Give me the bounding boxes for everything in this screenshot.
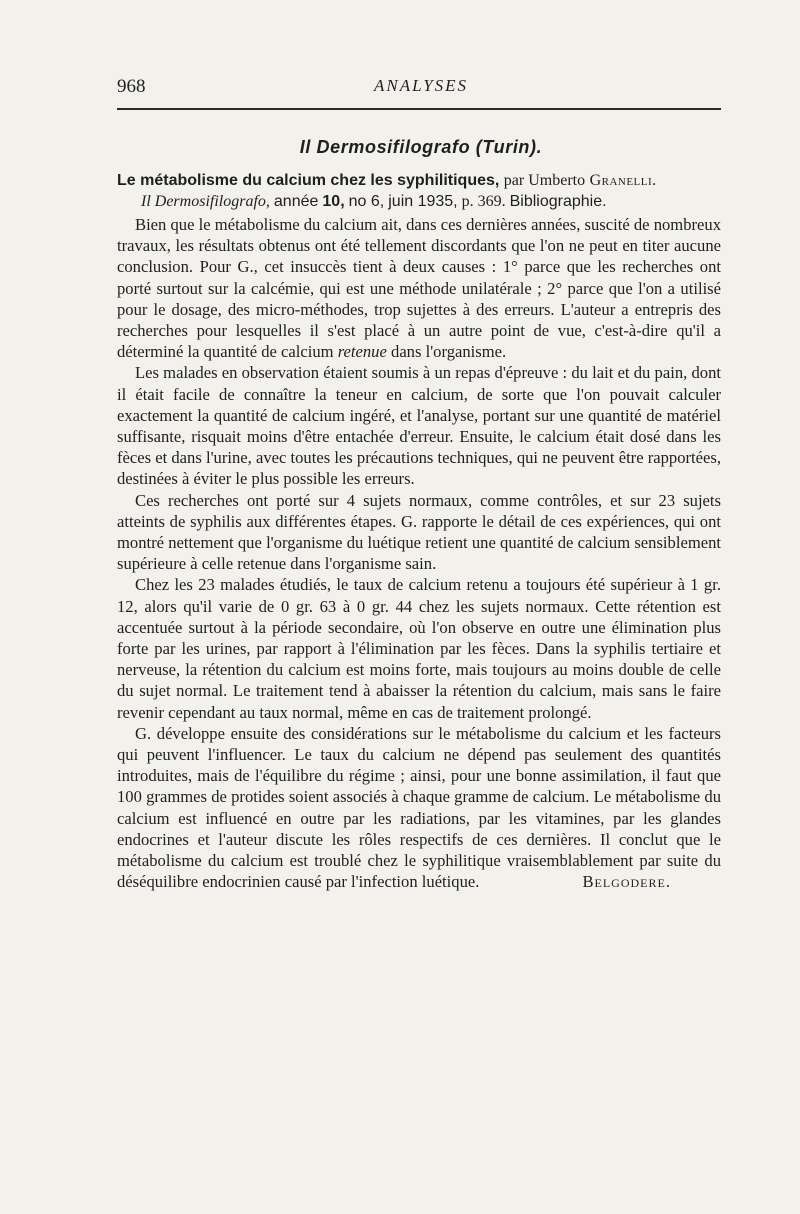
author-name: Granelli. [589, 172, 657, 189]
journal-name: Il Dermosifilografo, [141, 193, 270, 210]
citation-line [117, 192, 721, 212]
paragraph-5-text: G. développe ensuite des considérations sur le métabolisme du calcium et les facteurs qui peuvent l'influencer. Le taux du calcium ne dépend pas seulement des quantités introduites, mais de l'équilibre du régime ; ainsi, pour une bonne assimilation, il faut que 100 grammes de protides soient associés à chaque gramme de calcium. Le métabolisme du calcium est influencé en outre par les radiations, par les vitamines, par les glandes endocrines et l'auteur discute les rôles respectifs de ces dernières. Il conclut que le métabolisme du calcium est troublé chez le syphilitique vraisemblablement par suite du déséquilibre endocrinien causé par l'infection luétique. [117, 723, 721, 892]
paragraph-1-italic: retenue [337, 342, 387, 362]
article-body [117, 170, 721, 893]
byline-prefix: par Umberto [503, 172, 586, 189]
signature: Belgodere. [582, 872, 671, 892]
paragraph-2: Les malades en observation étaient soumis à un repas d'épreuve : du lait et du pain, dont il était facile de connaître la teneur en calcium, de sorte que l'on pouvait calculer exactement la quantité de calcium ingéré, et l'analyse, portant sur une quantité de matériel suffisante, risquait moins d'être entachée d'erreur. Ensuite, le calcium était dosé dans les fèces et dans l'urine, avec toutes les précautions techniques, qui ne peuvent être rapportées, destinées à éviter le plus possible les erreurs. [117, 363, 721, 489]
article-title: Le métabolisme du calcium chez les syphilitiques, [117, 172, 500, 189]
journal-heading: Il Dermosifilografo (Turin). [299, 137, 543, 157]
paragraph-1-part-2: dans l'organisme. [391, 342, 507, 362]
citation-volume: 10, [322, 193, 345, 210]
citation-date: juin 1935, [388, 193, 458, 210]
paragraph-1-part-1: Bien que le métabolisme du calcium ait, dans ces dernières années, suscité de nombreux travaux, les résultats obtenus ont été tellement discordants que l'on ne peut en titer aucune conclusion. Pour G., cet insuccès tient à deux causes : 1° parce que les recherches ont porté surtout sur la calcémie, qui est une méthode unilatérale ; 2° parce que l'on a utilisé pour le dosage, des micro-méthodes, trop sujettes à des erreurs. L'auteur a entrepris des recherches pour lesquelles il s'est placé à un autre point de vue, c'est-à-dire qu'il a déterminé la quantité de calcium [117, 215, 721, 362]
running-head: ANALYSES [373, 76, 469, 95]
citation-year-label: année [273, 193, 319, 210]
citation-number: no 6, [348, 193, 385, 210]
page-number: 968 [117, 76, 146, 97]
paragraph-1 [117, 214, 721, 362]
paragraph-3: Ces recherches ont porté sur 4 sujets normaux, comme contrôles, et sur 23 sujets atteints de syphilis aux différentes étapes. G. rapporte le détail de ces expériences, qui ont montré nettement que l'organisme du luétique retient une quantité de calcium sensiblement supérieure à celle retenue dans l'organisme sain. [117, 490, 721, 574]
header-rule [117, 108, 721, 110]
citation-note: Bibliographie. [509, 193, 607, 210]
paragraph-5 [117, 723, 721, 893]
paragraph-4: Chez les 23 malades étudiés, le taux de calcium retenu a toujours été supérieur à 1 gr. 12, alors qu'il varie de 0 gr. 63 à 0 gr. 44 chez les sujets normaux. Cette rétention est accentuée surtout à la période secondaire, où l'on observe en outre une élimination plus forte par les urines, par rapport à l'élimination par les fèces. Dans la syphilis tertiaire et nerveuse, la rétention du calcium est moins forte, mais toujours au moins double de celle du sujet normal. Le traitement tend à abaisser la rétention du calcium, mais sans le faire revenir cependant au taux normal, même en cas de traitement prolongé. [117, 575, 721, 722]
article-title-line [117, 170, 721, 192]
citation-pages: p. 369. [461, 193, 506, 210]
